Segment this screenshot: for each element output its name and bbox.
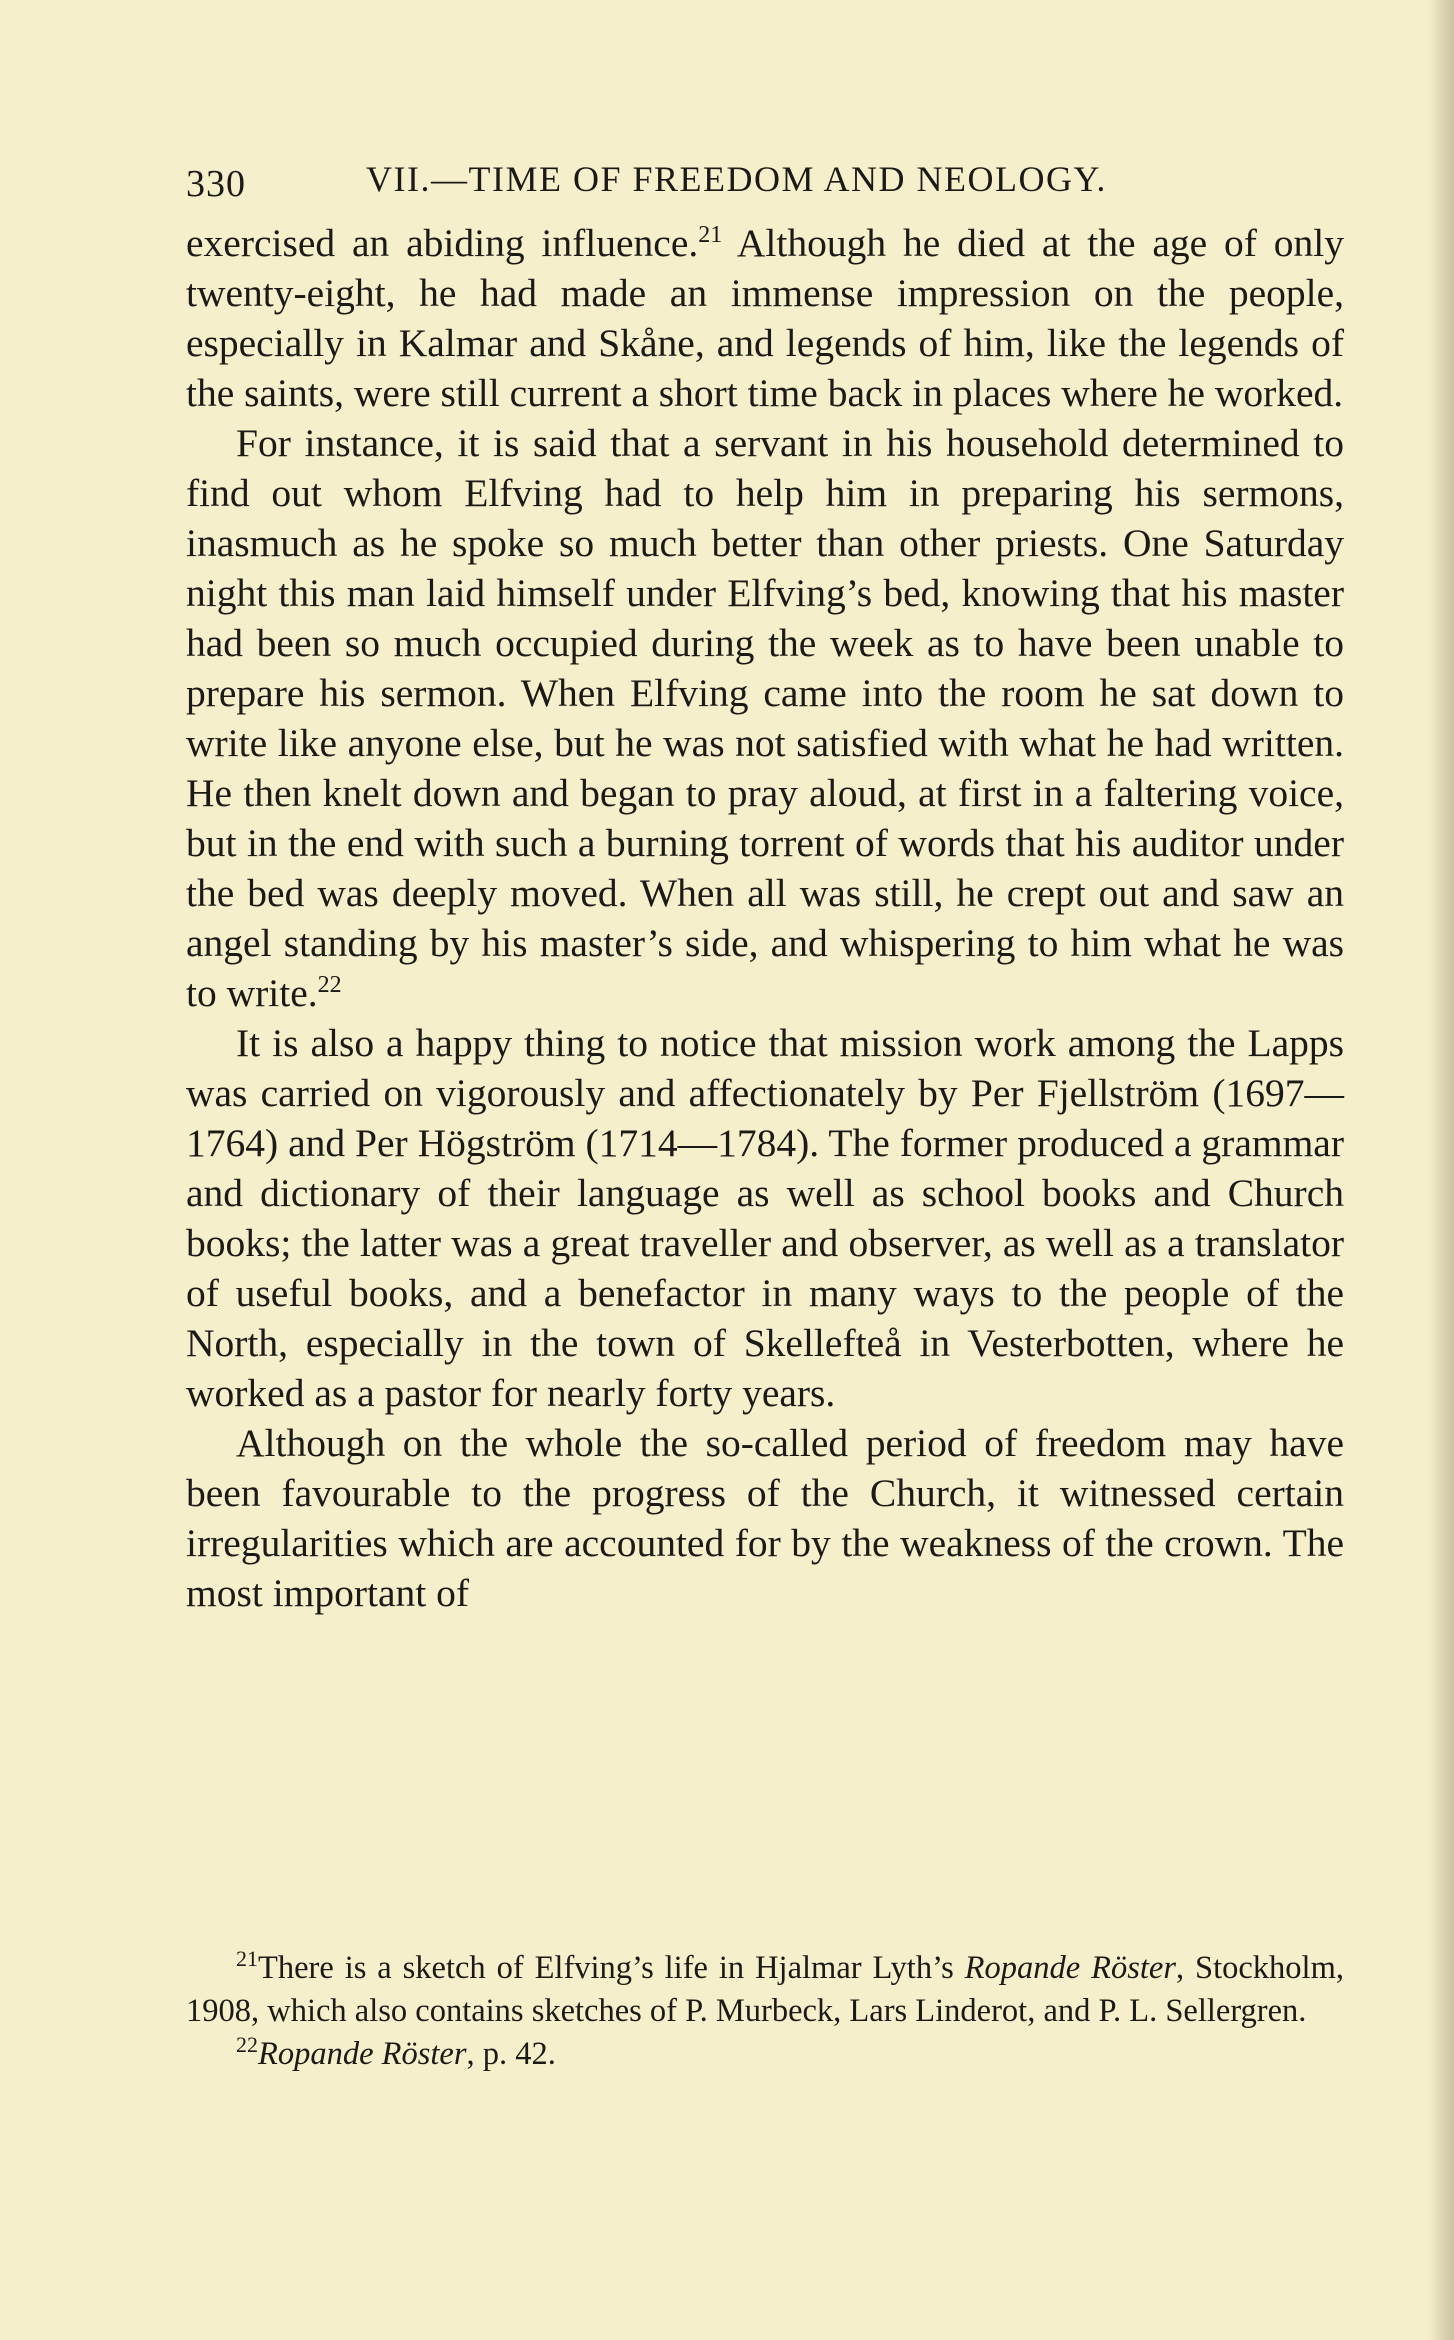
footnote-ref-22: 22 [317,971,342,998]
footnote-21-text-b: , Stockholm, 1908, which also contains sketches of P. Murbeck, Lars Linderot, and P. L. Sellergren. [186,1950,1344,2029]
paragraph-1-text-b: Although he died at the age of only twenty-eight, he had made an immense impression on the people, especially in Kalmar and Skåne, and legends of him, like the legends of the saints, were still current a short time back in places where he worked. [186,221,1344,415]
chapter-title: VII.—TIME OF FREEDOM AND NEOLOGY. [366,159,1107,199]
footnote-22 [186,2033,1344,2076]
paragraph-3 [186,1018,1344,1418]
paragraph-4-text: Although on the whole the so-called period of freedom may have been favourable to the progress of the Church, it witnessed certain irregularities which are accounted for by the weakness of the crown. The most important of [186,1421,1344,1615]
paragraph-2-text: For instance, it is said that a servant in his household determined to find out whom Elfving had to help him in preparing his sermons, inasmuch as he spoke so much better than other priests. One Saturday night this man laid himself under Elfving’s bed, knowing that his master had been so much occupied during the week as to have been unable to prepare his sermon. When Elfving came into the room he sat down to write like anyone else, but he was not satisfied with what he had written. He then knelt down and began to pray aloud, at first in a faltering voice, but in the end with such a burning torrent of words that his auditor under the bed was deeply moved. When all was still, he crept out and saw an angel standing by his master’s side, and whispering to him what he was to write. [186,421,1344,1015]
page-number: 330 [186,163,246,205]
running-head [186,158,1346,206]
body-text [186,218,1344,1618]
footnote-21-text-a: There is a sketch of Elfving’s life in Hjalmar Lyth’s [258,1950,965,1986]
paragraph-1 [186,218,1344,418]
footnote-21 [186,1947,1344,2033]
paragraph-4 [186,1418,1344,1618]
footnote-22-book-title: Ropande Röster [258,2036,467,2072]
paragraph-1-text-a: exercised an abiding influence. [186,221,699,265]
footnote-22-text-b: , p. 42. [466,2036,556,2072]
page-edge-shadow [1428,0,1454,2340]
footnote-ref-21: 21 [698,221,723,248]
footnotes [186,1947,1344,2076]
paragraph-2 [186,418,1344,1018]
paragraph-3-text: It is also a happy thing to notice that mission work among the Lapps was carried on vigorously and affectionately by Per Fjellström (1697—1764) and Per Högström (1714—1784). The former produced a grammar and dictionary of their language as well as school books and Church books; the latter was a great traveller and observer, as well as a translator of useful books, and a benefactor in many ways to the people of the North, especially in the town of Skellefteå in Vesterbotten, where he worked as a pastor for nearly forty years. [186,1021,1344,1415]
footnote-21-book-title: Ropande Röster [964,1950,1176,1986]
footnote-marker-22: 22 [236,2032,258,2058]
footnote-marker-21: 21 [236,1946,258,1972]
